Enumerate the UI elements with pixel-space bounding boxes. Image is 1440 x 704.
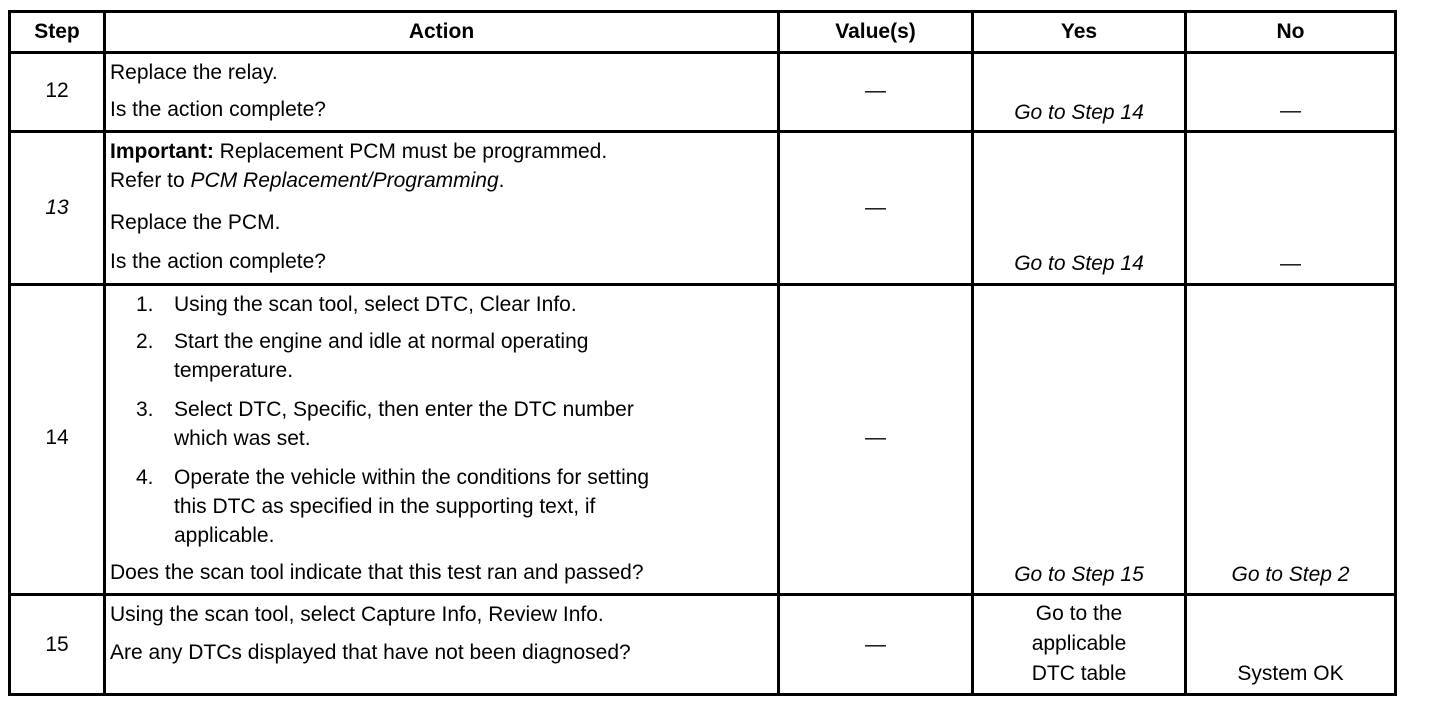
- list-item-cont: applicable.: [174, 524, 275, 547]
- table-row: [10, 132, 1396, 285]
- refer-suffix: .: [498, 169, 505, 192]
- value-cell: [779, 285, 973, 595]
- yes-cell: [973, 285, 1186, 595]
- action-cell: [105, 53, 779, 132]
- header-action: Action: [105, 12, 779, 53]
- action-question: Is the action complete?: [110, 98, 326, 121]
- list-item: Using the scan tool, select DTC, Clear Info.: [174, 293, 577, 316]
- value-cell: [779, 595, 973, 695]
- step-number: 12: [45, 79, 69, 102]
- list-item: Select DTC, Specific, then enter the DTC number: [174, 398, 634, 421]
- no-text: System OK: [1237, 662, 1344, 685]
- step-cell: [10, 132, 105, 285]
- header-no: No: [1186, 12, 1396, 53]
- yes-text-line: DTC table: [1031, 662, 1127, 685]
- action-question: Are any DTCs displayed that have not been diagnosed?: [110, 641, 631, 664]
- list-item: Operate the vehicle within the conditions for setting: [174, 466, 650, 489]
- yes-cell: [973, 53, 1186, 132]
- list-number: 1.: [136, 293, 154, 316]
- yes-link[interactable]: Go to Step 14: [1014, 252, 1144, 275]
- no-cell: [1186, 53, 1396, 132]
- diagnostic-table: [8, 10, 1397, 696]
- value-cell: [779, 132, 973, 285]
- step-number: 14: [45, 426, 69, 449]
- list-item-cont: which was set.: [174, 427, 311, 450]
- list-item: Start the engine and idle at normal operating: [174, 330, 589, 353]
- yes-link[interactable]: Go to Step 14: [1014, 101, 1144, 124]
- list-item-cont: temperature.: [174, 359, 294, 382]
- value-text: —: [865, 426, 886, 449]
- step-number: 15: [45, 633, 69, 656]
- refer-line: [110, 166, 505, 195]
- step-cell: [10, 285, 105, 595]
- action-line: Replace the relay.: [110, 61, 278, 84]
- value-text: —: [865, 196, 886, 219]
- action-question: Is the action complete?: [110, 250, 326, 273]
- list-number: 3.: [136, 398, 154, 421]
- value-text: —: [865, 633, 886, 656]
- yes-text-line: applicable: [1031, 632, 1127, 655]
- no-link[interactable]: Go to Step 2: [1231, 563, 1350, 586]
- action-line: Replace the PCM.: [110, 211, 281, 234]
- step-cell: [10, 53, 105, 132]
- step-cell: [10, 595, 105, 695]
- important-note: [110, 137, 607, 166]
- header-row: [10, 12, 1396, 53]
- value-cell: [779, 53, 973, 132]
- no-cell: [1186, 285, 1396, 595]
- important-text: Replacement PCM must be programmed.: [213, 140, 608, 163]
- important-label: Important:: [110, 140, 214, 163]
- list-item-cont: this DTC as specified in the supporting text, if: [174, 495, 596, 518]
- table-row: [10, 285, 1396, 595]
- action-cell: [105, 595, 779, 695]
- yes-link[interactable]: Go to Step 15: [1014, 563, 1144, 586]
- header-step: Step: [10, 12, 105, 53]
- header-yes: Yes: [973, 12, 1186, 53]
- action-line: Using the scan tool, select Capture Info, Review Info.: [110, 603, 604, 626]
- table-row: [10, 53, 1396, 132]
- no-text: —: [1280, 252, 1301, 275]
- refer-link[interactable]: PCM Replacement/Programming: [190, 169, 499, 192]
- yes-cell: [973, 132, 1186, 285]
- action-cell: [105, 132, 779, 285]
- list-number: 4.: [136, 466, 154, 489]
- action-cell: [105, 285, 779, 595]
- no-text: —: [1280, 99, 1301, 122]
- list-number: 2.: [136, 330, 154, 353]
- refer-prefix: Refer to: [110, 169, 191, 192]
- yes-text-line: Go to the: [1035, 602, 1123, 625]
- table-row: [10, 595, 1396, 695]
- yes-cell: [973, 595, 1186, 695]
- no-cell: [1186, 132, 1396, 285]
- value-text: —: [865, 79, 886, 102]
- action-question: Does the scan tool indicate that this test ran and passed?: [110, 561, 644, 584]
- no-cell: [1186, 595, 1396, 695]
- header-values: Value(s): [779, 12, 973, 53]
- step-number: 13: [45, 196, 69, 219]
